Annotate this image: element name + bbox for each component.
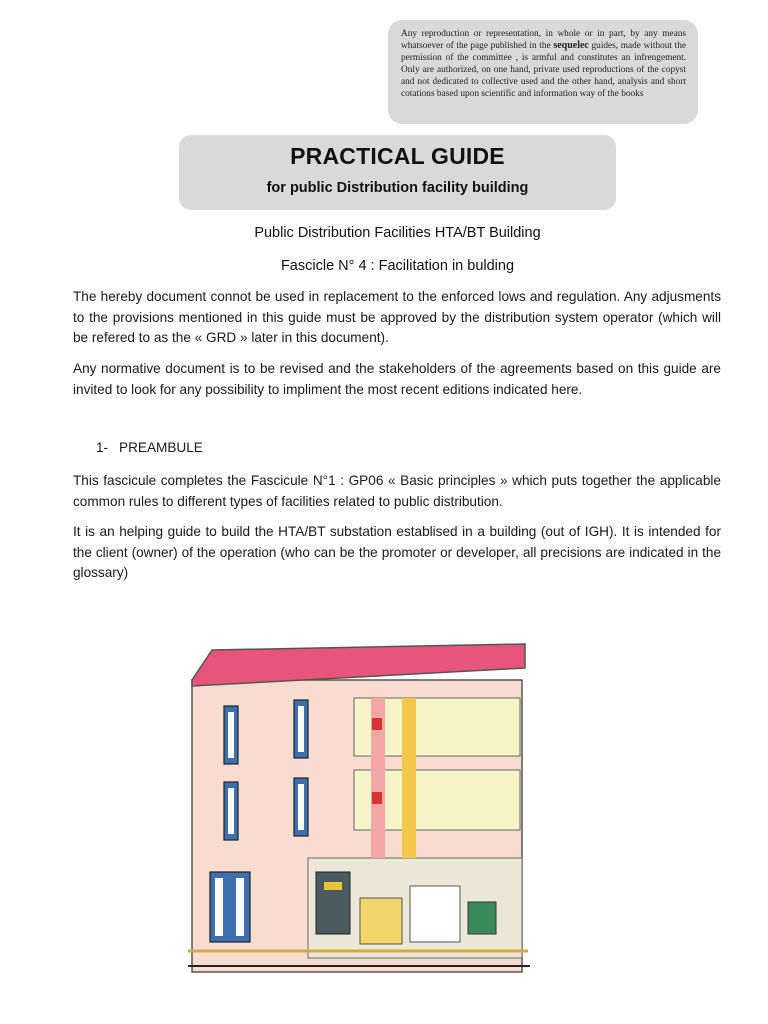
building-substation-illustration <box>188 640 530 976</box>
gas-riser <box>402 698 416 858</box>
section-heading-preambule <box>96 440 203 455</box>
transformer <box>360 898 402 944</box>
intro-paragraph-2: Any normative document is to be revised and the stakeholders of the agreements based on this guide are invited to look for any possibility to impliment the most recent editions indicated here. <box>73 361 721 397</box>
switchgear-cells <box>410 886 460 942</box>
preambule-paragraph-1: This fascicule completes the Fascicule N°1 : GP06 « Basic principles » which puts together the applicable common rules to different types of facilities related to public distribution. <box>73 473 721 509</box>
copyright-text-after: guides, made without the permission of the committee , is armful and constitutes an infrengement. Only are authorized, on one hand, private used reproductions of the copyst and not dedicated to collective used and the other hand, analysis and short cotations based upon scientific and information way of the books <box>401 41 686 99</box>
building-heading: Public Distribution Facilities HTA/BT Building <box>254 225 541 241</box>
section-title: PREAMBULE <box>119 440 203 455</box>
substation-door <box>316 872 350 934</box>
low-voltage-panel <box>468 902 496 934</box>
section-number: 1- <box>96 440 109 455</box>
meter-floor-3 <box>372 718 382 730</box>
warning-sign <box>324 882 342 890</box>
intro-paragraph-1: The hereby document connot be used in replacement to the enforced lows and regulation. Any adjusments to the provisions mentioned in this guide must be approved by the distribution system operator (which will be refered to as the « GRD » later in this document). <box>73 289 721 345</box>
fascicle-heading: Fascicle N° 4 : Facilitation in bulding <box>280 258 515 274</box>
copyright-text-before: Any reproduction or representation, in whole or in part, by any means whatsoever of the page published in the <box>401 29 686 51</box>
page-title: PRACTICAL GUIDE <box>290 143 505 169</box>
copyright-notice <box>388 20 698 124</box>
page-subtitle: for public Distribution facility building <box>266 180 529 196</box>
preambule-paragraph-2: It is an helping guide to build the HTA/BT substation establised in a building (out of IGH). It is intended for the client (owner) of the operation (who can be the promoter or developer, all precisions are indicated in the glossary) <box>73 524 721 580</box>
meter-floor-2 <box>372 792 382 804</box>
title-box <box>179 135 616 210</box>
copyright-brand: sequelec <box>553 40 589 51</box>
